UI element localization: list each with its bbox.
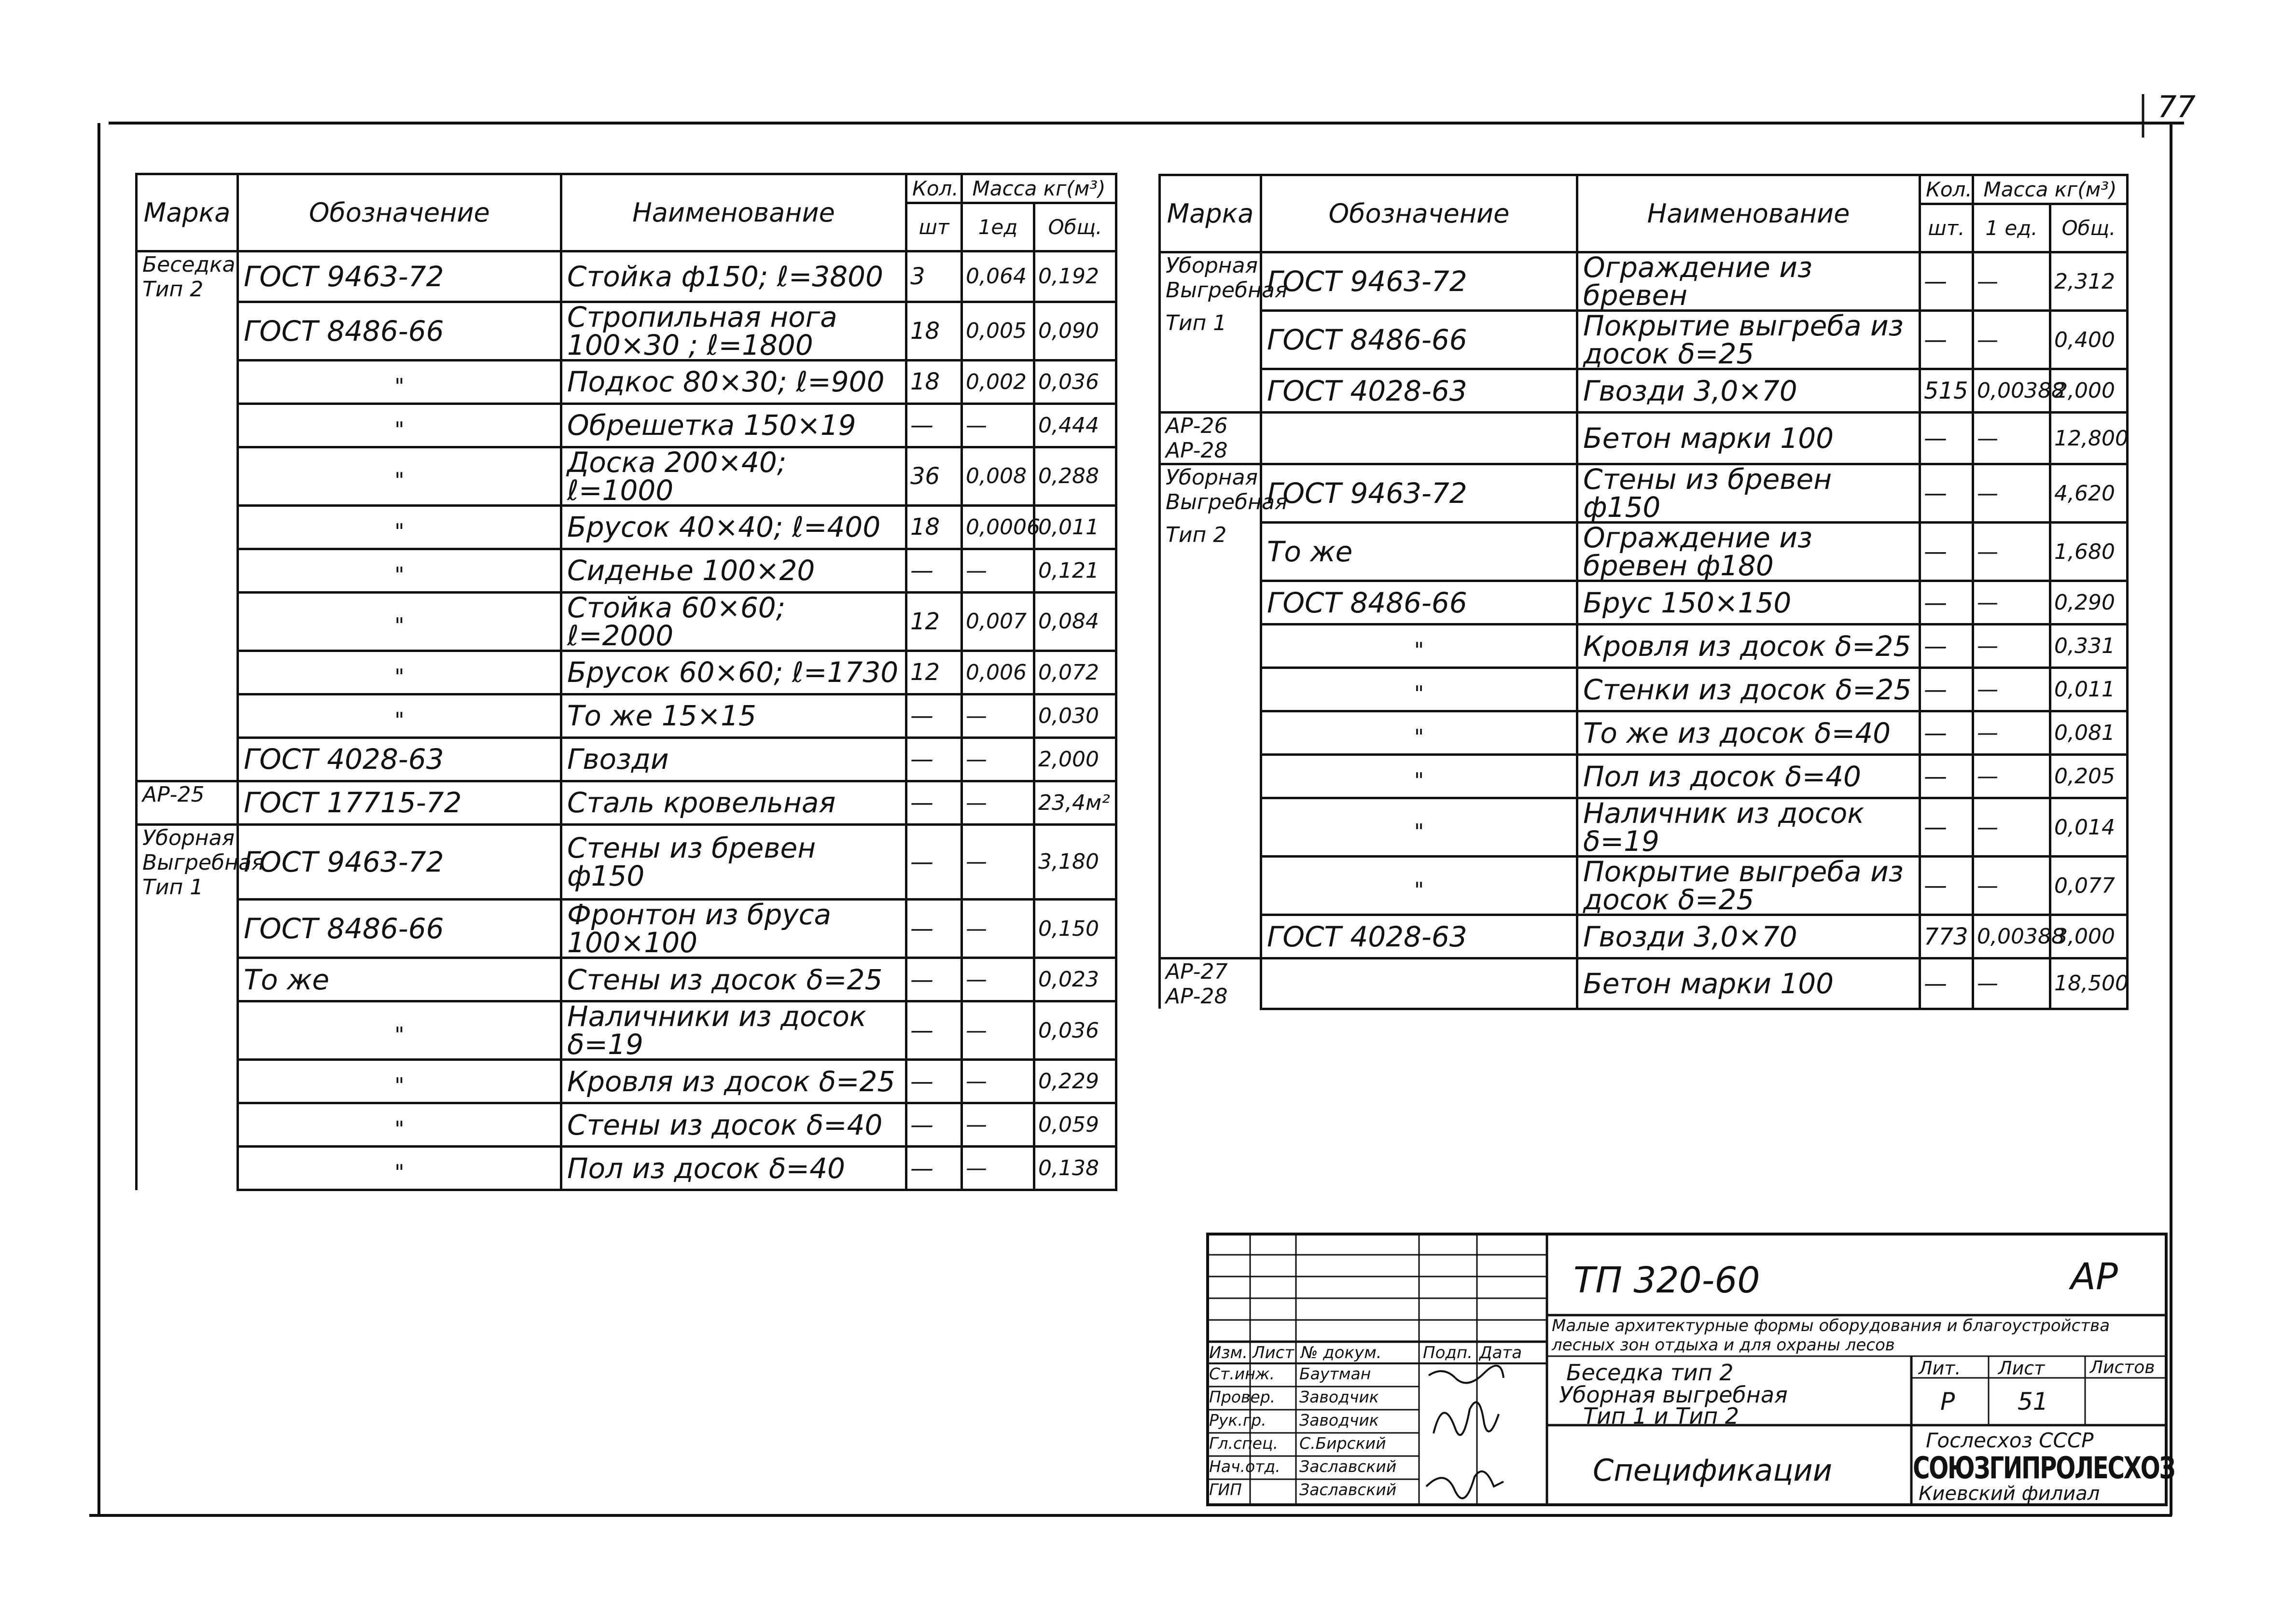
row-mark xyxy=(1160,755,1261,798)
row-total-mass: 4,620 xyxy=(2050,464,2128,523)
row-name: Гвозди xyxy=(561,737,906,781)
sheets-label: Листов xyxy=(2090,1358,2155,1377)
column-header-mass: Масса кг(м³) xyxy=(962,174,1116,203)
table-row xyxy=(137,1147,1116,1190)
row-qty: 515 xyxy=(1920,369,1973,413)
row-qty: — xyxy=(1920,464,1973,523)
row-name: Наличник из досок δ=19 xyxy=(1577,798,1920,857)
row-unit-mass: 0,006 xyxy=(962,651,1034,694)
column-header-qty: Кол. xyxy=(1920,175,1973,204)
row-designation: " xyxy=(238,1060,561,1103)
row-name: Стропильная нога 100×30 ; ℓ=1800 xyxy=(561,302,906,360)
row-designation: ГОСТ 8486-66 xyxy=(238,900,561,958)
table-row xyxy=(1160,413,2128,464)
row-name: Сталь кровельная xyxy=(561,781,906,824)
row-designation: " xyxy=(1261,668,1577,711)
row-designation: ГОСТ 4028-63 xyxy=(1261,369,1577,413)
row-qty: — xyxy=(906,781,962,824)
row-total-mass: 0,081 xyxy=(2050,711,2128,755)
row-mark: АР-26 АР-28 xyxy=(1160,413,1261,464)
row-qty: 18 xyxy=(906,360,962,403)
column-header-qty: Кол. xyxy=(906,174,962,203)
signature-scribbles xyxy=(1421,1342,1528,1506)
row-designation: " xyxy=(238,360,561,403)
row-mark xyxy=(1160,369,1261,413)
approval-name: Заславский xyxy=(1299,1480,1397,1499)
document-name: Спецификации xyxy=(1593,1453,1832,1488)
row-unit-mass: — xyxy=(1973,311,2050,369)
row-mark xyxy=(1160,625,1261,668)
table-row xyxy=(137,505,1116,549)
table-row xyxy=(137,1001,1116,1060)
row-mark xyxy=(137,592,238,651)
row-unit-mass: — xyxy=(962,824,1034,900)
table-row xyxy=(1160,798,2128,857)
row-qty: 12 xyxy=(906,651,962,694)
row-qty: — xyxy=(906,403,962,447)
org-institute: СОЮЗГИПРОЛЕСХОЗ xyxy=(1913,1450,2175,1485)
row-qty: — xyxy=(906,1001,962,1060)
row-qty: — xyxy=(906,737,962,781)
column-header-name: Наименование xyxy=(561,174,906,251)
row-unit-mass: 0,00388 xyxy=(1973,915,2050,958)
lit-label: Лит. xyxy=(1919,1358,1961,1379)
row-unit-mass: — xyxy=(962,694,1034,737)
row-name: Брусок 60×60; ℓ=1730 xyxy=(561,651,906,694)
column-header-mass-total: Общ. xyxy=(2050,204,2128,252)
row-unit-mass: 0,064 xyxy=(962,251,1034,302)
row-total-mass: 0,011 xyxy=(2050,668,2128,711)
row-unit-mass: — xyxy=(962,1060,1034,1103)
approval-name: С.Бирский xyxy=(1299,1434,1386,1453)
table-row xyxy=(1160,464,2128,523)
table-row xyxy=(137,549,1116,592)
row-mark: Беседка Тип 2 xyxy=(137,251,238,302)
row-mark xyxy=(137,302,238,360)
row-mark: Уборная Выгребная xyxy=(1160,252,1261,311)
row-total-mass: 3,180 xyxy=(1034,824,1116,900)
row-total-mass: 0,121 xyxy=(1034,549,1116,592)
approval-role: Гл.спец. xyxy=(1209,1434,1278,1453)
row-mark xyxy=(1160,857,1261,915)
row-designation: " xyxy=(1261,711,1577,755)
row-mark xyxy=(1160,711,1261,755)
row-qty: — xyxy=(1920,252,1973,311)
row-name: Ограждение из бревен xyxy=(1577,252,1920,311)
row-name: Бетон марки 100 xyxy=(1577,958,1920,1009)
row-unit-mass: — xyxy=(1973,581,2050,625)
row-qty: — xyxy=(1920,413,1973,464)
revision-header: Изм. xyxy=(1209,1343,1248,1362)
row-total-mass: 2,312 xyxy=(2050,252,2128,311)
table-row xyxy=(137,1060,1116,1103)
row-mark xyxy=(1160,798,1261,857)
column-header-qty-unit: шт xyxy=(906,203,962,251)
row-qty: — xyxy=(906,549,962,592)
row-unit-mass: 0,0006 xyxy=(962,505,1034,549)
table-row xyxy=(137,737,1116,781)
row-unit-mass: — xyxy=(1973,857,2050,915)
column-header-mass-unit: 1ед xyxy=(962,203,1034,251)
revision-header: Лист xyxy=(1253,1343,1295,1362)
table-row xyxy=(1160,958,2128,1009)
row-qty: — xyxy=(906,1103,962,1147)
sheet-label: Лист xyxy=(1998,1358,2045,1379)
row-name: Брус 150×150 xyxy=(1577,581,1920,625)
sheet-title-1: Беседка тип 2 xyxy=(1566,1360,1734,1386)
row-name: Стены из бревен ф150 xyxy=(1577,464,1920,523)
table-row xyxy=(137,403,1116,447)
row-name: Наличники из досок δ=19 xyxy=(561,1001,906,1060)
row-qty: — xyxy=(1920,958,1973,1009)
revision-header: Подп. xyxy=(1423,1343,1473,1362)
row-total-mass: 1,680 xyxy=(2050,523,2128,581)
row-designation: " xyxy=(238,651,561,694)
row-unit-mass: — xyxy=(962,958,1034,1001)
row-designation: ГОСТ 8486-66 xyxy=(238,302,561,360)
table-row xyxy=(1160,581,2128,625)
row-name: Покрытие выгреба из досок δ=25 xyxy=(1577,857,1920,915)
table-row xyxy=(1160,311,2128,369)
sheet-title-2: Уборная выгребная xyxy=(1559,1382,1788,1408)
row-name: Покрытие выгреба из досок δ=25 xyxy=(1577,311,1920,369)
row-designation: " xyxy=(238,1001,561,1060)
table-row xyxy=(137,1103,1116,1147)
table-row xyxy=(137,360,1116,403)
row-unit-mass: — xyxy=(962,900,1034,958)
table-row xyxy=(137,251,1116,302)
column-header-mass-unit: 1 ед. xyxy=(1973,204,2050,252)
row-designation: ГОСТ 9463-72 xyxy=(1261,464,1577,523)
row-qty: — xyxy=(1920,668,1973,711)
row-unit-mass: — xyxy=(1973,958,2050,1009)
row-total-mass: 0,090 xyxy=(1034,302,1116,360)
table-row xyxy=(1160,523,2128,581)
row-total-mass: 0,077 xyxy=(2050,857,2128,915)
project-description: Малые архитектурные формы оборудования и благоустройства лесных зон отдыха и для охраны лесов xyxy=(1552,1316,2110,1355)
table-row xyxy=(137,824,1116,900)
row-unit-mass: 0,005 xyxy=(962,302,1034,360)
row-qty: — xyxy=(1920,798,1973,857)
row-designation xyxy=(1261,958,1577,1009)
row-designation: ГОСТ 4028-63 xyxy=(238,737,561,781)
row-name: Пол из досок δ=40 xyxy=(561,1147,906,1190)
row-total-mass: 0,288 xyxy=(1034,447,1116,505)
row-mark xyxy=(137,900,238,958)
row-mark xyxy=(137,1060,238,1103)
approval-role: ГИП xyxy=(1209,1480,1242,1499)
row-unit-mass: — xyxy=(962,781,1034,824)
row-mark xyxy=(137,360,238,403)
column-header-mass: Масса кг(м³) xyxy=(1973,175,2128,204)
row-total-mass: 23,4м² xyxy=(1034,781,1116,824)
table-row xyxy=(137,958,1116,1001)
column-header-designation: Обозначение xyxy=(1261,175,1577,252)
row-designation: " xyxy=(238,403,561,447)
row-mark: АР-25 xyxy=(137,781,238,824)
approval-role: Ст.инж. xyxy=(1209,1364,1275,1383)
row-designation: " xyxy=(1261,755,1577,798)
row-name: Стены из досок δ=25 xyxy=(561,958,906,1001)
table-row xyxy=(137,694,1116,737)
sheet-value: 51 xyxy=(2018,1388,2048,1416)
row-unit-mass: — xyxy=(1973,798,2050,857)
row-designation: ГОСТ 8486-66 xyxy=(1261,581,1577,625)
row-name: Доска 200×40; ℓ=1000 xyxy=(561,447,906,505)
row-mark xyxy=(137,694,238,737)
row-name: Ограждение из бревен ф180 xyxy=(1577,523,1920,581)
table-row xyxy=(1160,252,2128,311)
row-designation: То же xyxy=(1261,523,1577,581)
row-designation: То же xyxy=(238,958,561,1001)
row-total-mass: 0,014 xyxy=(2050,798,2128,857)
specification-table-left xyxy=(135,173,1117,1191)
row-designation: ГОСТ 4028-63 xyxy=(1261,915,1577,958)
row-name: Стенки из досок δ=25 xyxy=(1577,668,1920,711)
row-name: Брусок 40×40; ℓ=400 xyxy=(561,505,906,549)
row-unit-mass: 0,002 xyxy=(962,360,1034,403)
row-designation: ГОСТ 9463-72 xyxy=(238,251,561,302)
row-mark: АР-27 АР-28 xyxy=(1160,958,1261,1009)
page-number: 77 xyxy=(2158,89,2196,125)
row-total-mass: 3,000 xyxy=(2050,915,2128,958)
row-qty: 36 xyxy=(906,447,962,505)
specification-table-right xyxy=(1158,174,2129,1010)
row-designation: " xyxy=(1261,625,1577,668)
revision-header: Дата xyxy=(1479,1343,1522,1362)
table-row xyxy=(137,651,1116,694)
column-header-designation: Обозначение xyxy=(238,174,561,251)
row-qty: 773 xyxy=(1920,915,1973,958)
sheet-title-3: Тип 1 и Тип 2 xyxy=(1583,1403,1740,1429)
row-total-mass: 0,011 xyxy=(1034,505,1116,549)
row-qty: — xyxy=(906,900,962,958)
row-designation: " xyxy=(238,447,561,505)
table-row xyxy=(1160,711,2128,755)
approval-role: Нач.отд. xyxy=(1209,1457,1281,1476)
row-mark xyxy=(137,1147,238,1190)
approval-name: Заводчик xyxy=(1299,1411,1379,1430)
row-mark xyxy=(137,1103,238,1147)
row-total-mass: 2,000 xyxy=(1034,737,1116,781)
row-total-mass: 12,800 xyxy=(2050,413,2128,464)
row-unit-mass: 0,00388 xyxy=(1973,369,2050,413)
row-total-mass: 0,331 xyxy=(2050,625,2128,668)
row-name: То же 15×15 xyxy=(561,694,906,737)
row-total-mass: 0,059 xyxy=(1034,1103,1116,1147)
row-qty: — xyxy=(1920,311,1973,369)
row-unit-mass: — xyxy=(1973,464,2050,523)
row-total-mass: 18,500 xyxy=(2050,958,2128,1009)
table-row xyxy=(137,447,1116,505)
row-mark: Тип 1 xyxy=(1160,311,1261,369)
row-unit-mass: — xyxy=(962,1147,1034,1190)
row-total-mass: 0,229 xyxy=(1034,1060,1116,1103)
row-unit-mass: — xyxy=(962,403,1034,447)
table-row xyxy=(1160,857,2128,915)
row-total-mass: 0,138 xyxy=(1034,1147,1116,1190)
row-total-mass: 2,000 xyxy=(2050,369,2128,413)
row-unit-mass: — xyxy=(962,1001,1034,1060)
row-designation: " xyxy=(238,549,561,592)
row-name: Бетон марки 100 xyxy=(1577,413,1920,464)
row-qty: — xyxy=(1920,711,1973,755)
row-mark: Тип 2 xyxy=(1160,523,1261,581)
approval-name: Заславский xyxy=(1299,1457,1397,1476)
column-header-name: Наименование xyxy=(1577,175,1920,252)
row-designation: " xyxy=(238,1147,561,1190)
approval-role: Провер. xyxy=(1209,1388,1276,1406)
row-name: Сиденье 100×20 xyxy=(561,549,906,592)
table-row xyxy=(137,592,1116,651)
row-qty: — xyxy=(906,1060,962,1103)
table-row xyxy=(1160,369,2128,413)
row-name: Кровля из досок δ=25 xyxy=(561,1060,906,1103)
row-designation: " xyxy=(238,505,561,549)
table-row xyxy=(1160,755,2128,798)
row-mark xyxy=(137,505,238,549)
project-stage: АР xyxy=(2071,1255,2118,1298)
row-qty: 18 xyxy=(906,302,962,360)
org-branch: Киевский филиал xyxy=(1919,1483,2100,1505)
row-total-mass: 0,036 xyxy=(1034,1001,1116,1060)
row-mark: Уборная Выгребная Тип 1 xyxy=(137,824,238,900)
row-name: Стены из досок δ=40 xyxy=(561,1103,906,1147)
row-name: Пол из досок δ=40 xyxy=(1577,755,1920,798)
table-row xyxy=(137,302,1116,360)
row-unit-mass: — xyxy=(1973,252,2050,311)
row-unit-mass: — xyxy=(1973,523,2050,581)
row-designation: " xyxy=(1261,798,1577,857)
row-mark xyxy=(1160,668,1261,711)
row-qty: — xyxy=(906,694,962,737)
row-qty: — xyxy=(906,958,962,1001)
approval-name: Заводчик xyxy=(1299,1388,1379,1406)
row-unit-mass: — xyxy=(1973,755,2050,798)
row-total-mass: 0,192 xyxy=(1034,251,1116,302)
row-mark xyxy=(137,651,238,694)
row-designation: " xyxy=(1261,857,1577,915)
table-row xyxy=(1160,668,2128,711)
row-mark xyxy=(137,549,238,592)
row-total-mass: 0,444 xyxy=(1034,403,1116,447)
row-qty: — xyxy=(1920,581,1973,625)
row-mark xyxy=(137,447,238,505)
row-name: Подкос 80×30; ℓ=900 xyxy=(561,360,906,403)
row-name: Стойка 60×60; ℓ=2000 xyxy=(561,592,906,651)
row-unit-mass: — xyxy=(1973,625,2050,668)
lit-value: Р xyxy=(1940,1388,1955,1416)
column-header-mark: Марка xyxy=(1160,175,1261,252)
row-total-mass: 0,023 xyxy=(1034,958,1116,1001)
row-mark xyxy=(137,737,238,781)
table-row xyxy=(1160,625,2128,668)
row-total-mass: 0,072 xyxy=(1034,651,1116,694)
row-qty: — xyxy=(1920,625,1973,668)
row-qty: 18 xyxy=(906,505,962,549)
row-qty: 3 xyxy=(906,251,962,302)
row-unit-mass: — xyxy=(962,737,1034,781)
row-qty: — xyxy=(906,1147,962,1190)
row-unit-mass: 0,008 xyxy=(962,447,1034,505)
row-name: Обрешетка 150×19 xyxy=(561,403,906,447)
row-name: Кровля из досок δ=25 xyxy=(1577,625,1920,668)
row-total-mass: 0,205 xyxy=(2050,755,2128,798)
row-name: Фронтон из бруса 100×100 xyxy=(561,900,906,958)
row-unit-mass: — xyxy=(1973,413,2050,464)
row-mark xyxy=(1160,581,1261,625)
row-qty: — xyxy=(906,824,962,900)
row-mark xyxy=(1160,915,1261,958)
row-total-mass: 0,150 xyxy=(1034,900,1116,958)
row-designation: ГОСТ 9463-72 xyxy=(1261,252,1577,311)
row-name: То же из досок δ=40 xyxy=(1577,711,1920,755)
row-unit-mass: — xyxy=(1973,711,2050,755)
project-code: ТП 320-60 xyxy=(1573,1260,1760,1301)
revision-header: № докум. xyxy=(1301,1343,1382,1362)
row-designation: ГОСТ 17715-72 xyxy=(238,781,561,824)
title-block xyxy=(1207,1233,2175,1506)
org-ministry: Гослесхоз СССР xyxy=(1926,1429,2094,1452)
row-unit-mass: — xyxy=(962,549,1034,592)
row-unit-mass: 0,007 xyxy=(962,592,1034,651)
row-mark: Уборная Выгребная xyxy=(1160,464,1261,523)
column-header-qty-unit: шт. xyxy=(1920,204,1973,252)
row-unit-mass: — xyxy=(962,1103,1034,1147)
approval-name: Баутман xyxy=(1299,1364,1371,1383)
row-mark xyxy=(137,958,238,1001)
row-total-mass: 0,290 xyxy=(2050,581,2128,625)
row-designation xyxy=(1261,413,1577,464)
row-name: Стены из бревен ф150 xyxy=(561,824,906,900)
row-qty: — xyxy=(1920,755,1973,798)
table-row xyxy=(1160,915,2128,958)
row-mark xyxy=(137,1001,238,1060)
column-header-mass-total: Общ. xyxy=(1034,203,1116,251)
approval-role: Рук.гр. xyxy=(1209,1411,1267,1430)
column-header-mark: Марка xyxy=(137,174,238,251)
row-qty: — xyxy=(1920,523,1973,581)
row-qty: 12 xyxy=(906,592,962,651)
row-name: Гвозди 3,0×70 xyxy=(1577,369,1920,413)
row-designation: ГОСТ 8486-66 xyxy=(1261,311,1577,369)
row-name: Стойка ф150; ℓ=3800 xyxy=(561,251,906,302)
row-designation: " xyxy=(238,592,561,651)
row-designation: ГОСТ 9463-72 xyxy=(238,824,561,900)
row-total-mass: 0,030 xyxy=(1034,694,1116,737)
row-designation: " xyxy=(238,1103,561,1147)
row-name: Гвозди 3,0×70 xyxy=(1577,915,1920,958)
table-row xyxy=(137,781,1116,824)
row-mark xyxy=(137,403,238,447)
row-unit-mass: — xyxy=(1973,668,2050,711)
row-designation: " xyxy=(238,694,561,737)
row-qty: — xyxy=(1920,857,1973,915)
row-total-mass: 0,084 xyxy=(1034,592,1116,651)
row-total-mass: 0,036 xyxy=(1034,360,1116,403)
row-total-mass: 0,400 xyxy=(2050,311,2128,369)
table-row xyxy=(137,900,1116,958)
